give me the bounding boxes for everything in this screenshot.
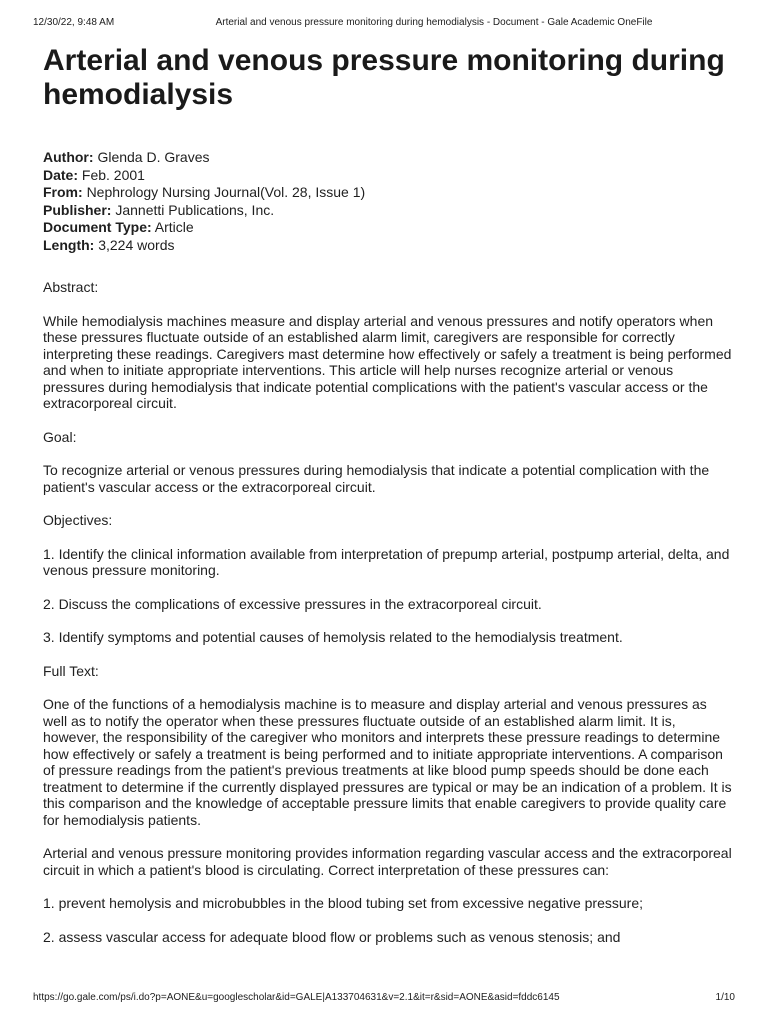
meta-length-label: Length:	[43, 236, 95, 253]
meta-author-label: Author:	[43, 149, 94, 165]
print-url: https://go.gale.com/ps/i.do?p=AONE&u=googlescholar&id=GALE|A133704631&v=2.1&it=r&sid=AONE&asid=fddc6145	[33, 992, 560, 1003]
objectives-heading: Objectives:	[43, 512, 113, 528]
goal-text: To recognize arterial or venous pressures during hemodialysis that indicate a potential complication with the patient's vascular access or the extracorporeal circuit.	[43, 462, 710, 495]
meta-document-type	[43, 219, 733, 237]
meta-from-label: From:	[43, 184, 83, 200]
meta-date	[43, 167, 733, 185]
goal-heading: Goal:	[43, 428, 77, 445]
meta-publisher-label: Publisher:	[43, 201, 112, 218]
article-metadata	[43, 149, 733, 254]
meta-document-type-label: Document Type:	[43, 219, 152, 235]
print-footer	[33, 992, 735, 1006]
print-timestamp: 12/30/22, 9:48 AM	[33, 17, 115, 28]
article	[43, 44, 733, 945]
meta-document-type-value: Article	[154, 219, 194, 235]
fulltext-list-item: 2. assess vascular access for adequate blood flow or problems such as venous stenosis; and	[43, 928, 621, 945]
meta-length	[43, 237, 733, 255]
fulltext-paragraph: One of the functions of a hemodialysis machine is to measure and display arterial and venous pressures as well as to notify the operator when these pressures fluctuate outside of an established alarm limit. It is, however, the responsibility of the caregiver who monitors and interprets these pressure readings to determine how effectively or safely a treatment is being performed and to initiate appropriate interventions. A comparison of pressure readings from the patient's previous treatments at like blood pump speeds should be done each treatment to determine if the currently displayed pressures are typical or may be an indication of a problem. It is this comparison and the knowledge of acceptable pressure limits that enable caregivers to provide quality care for hemodialysis patients.	[43, 696, 732, 828]
meta-date-label: Date:	[43, 166, 79, 183]
meta-from	[43, 184, 733, 202]
print-page-title: Arterial and venous pressure monitoring during hemodialysis - Document - Gale Academic OneFile	[215, 17, 653, 28]
objective-item: 1. Identify the clinical information available from interpretation of prepump arterial, postpump arterial, delta, and venous pressure monitoring.	[43, 545, 730, 578]
objective-item: 3. Identify symptoms and potential causes of hemolysis related to the hemodialysis treatment.	[43, 629, 623, 645]
meta-author-value: Glenda D. Graves	[97, 149, 210, 165]
meta-length-value: 3,224 words	[98, 236, 175, 253]
abstract-heading: Abstract:	[43, 279, 99, 295]
meta-author	[43, 149, 733, 167]
meta-publisher-value: Jannetti Publications, Inc.	[115, 201, 275, 218]
fulltext-heading: Full Text:	[43, 662, 99, 679]
article-title: Arterial and venous pressure monitoring during hemodialysis	[43, 44, 725, 111]
meta-date-value: Feb. 2001	[81, 166, 145, 183]
print-header	[33, 17, 735, 31]
meta-publisher	[43, 202, 733, 220]
print-page-number: 1/10	[715, 992, 735, 1003]
abstract-text: While hemodialysis machines measure and display arterial and venous pressures and notify operators when these pressures fluctuate outside of an established alarm limit, caregivers are responsible for correctly interpreting these readings. Caregivers mast determine how effectively or safely a treatment is being performed and when to initiate appropriate interventions. This article will help nurses recognize arterial or venous pressures during hemodialysis that indicate potential complications with the patient's vascular access or the extracorporeal circuit.	[43, 312, 732, 411]
fulltext-paragraph: Arterial and venous pressure monitoring provides information regarding vascular access and the extracorporeal circuit in which a patient's blood is circulating. Correct interpretation of these pressures can:	[43, 845, 732, 878]
fulltext-list-item: 1. prevent hemolysis and microbubbles in the blood tubing set from excessive negative pressure;	[43, 895, 643, 911]
objective-item: 2. Discuss the complications of excessive pressures in the extracorporeal circuit.	[43, 595, 542, 612]
meta-from-value: Nephrology Nursing Journal(Vol. 28, Issue 1)	[86, 184, 366, 200]
